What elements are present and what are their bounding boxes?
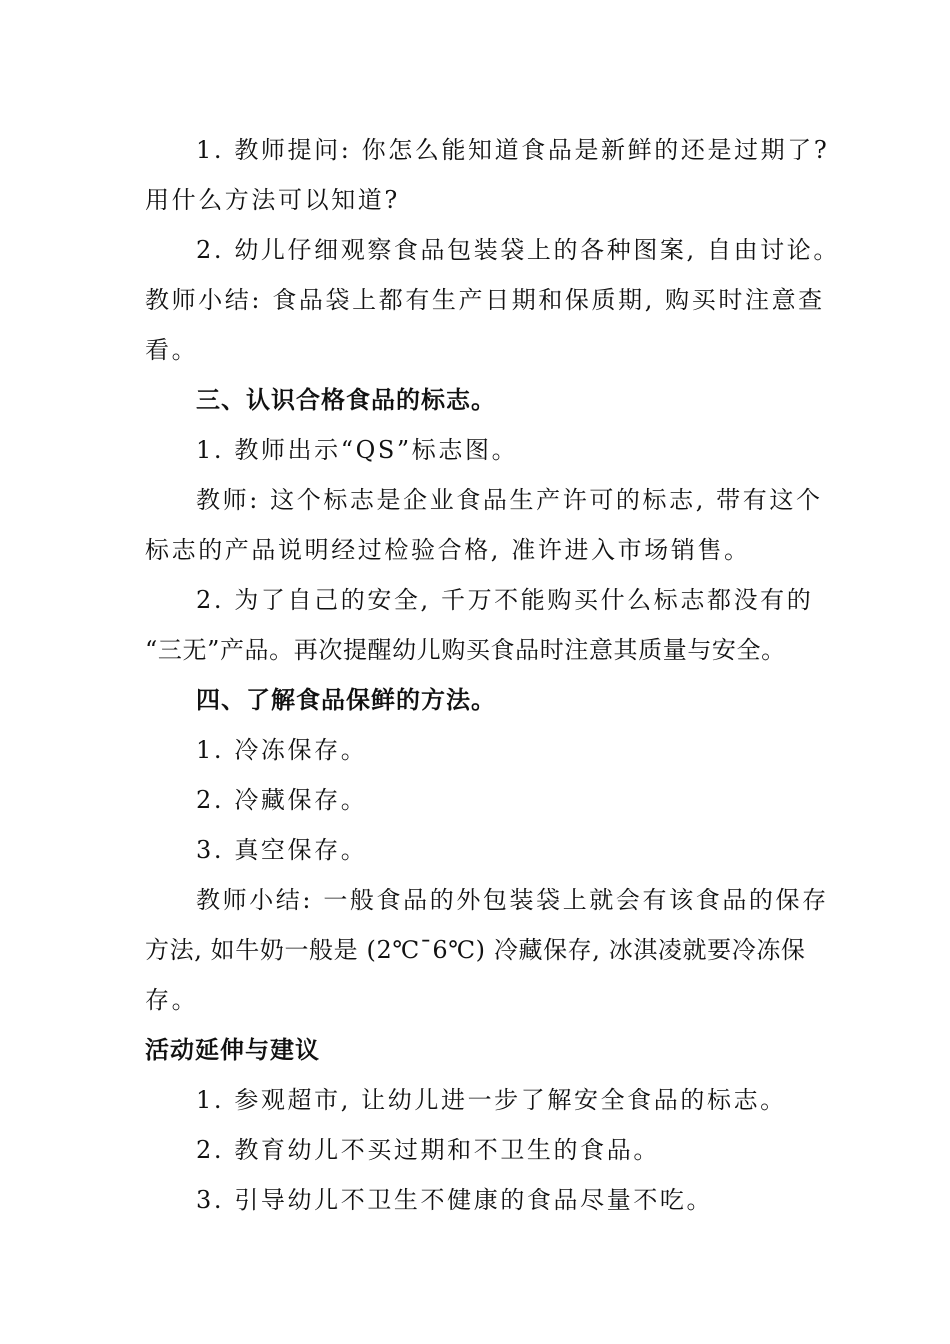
section-heading-3: 三、认识合格食品的标志。 xyxy=(196,386,496,414)
paragraph-line-8: 标志的产品说明经过检验合格, 准许进入市场销售。 xyxy=(145,536,751,564)
paragraph-line-11: 教师小结: 一般食品的外包装袋上就会有该食品的保存 xyxy=(196,886,829,914)
list-item-extension-2: 2. 教育幼儿不买过期和不卫生的食品。 xyxy=(196,1136,660,1164)
paragraph-line-5: 看。 xyxy=(145,336,199,364)
list-item-1: 1. 冷冻保存。 xyxy=(196,736,368,764)
paragraph-line-1: 1. 教师提问: 你怎么能知道食品是新鲜的还是过期了? xyxy=(196,136,830,164)
list-item-2: 2. 冷藏保存。 xyxy=(196,786,368,814)
paragraph-line-13: 存。 xyxy=(145,986,199,1014)
paragraph-line-10: “三无”产品。再次提醒幼儿购买食品时注意其质量与安全。 xyxy=(145,636,786,664)
list-item-extension-3: 3. 引导幼儿不卫生不健康的食品尽量不吃。 xyxy=(196,1186,714,1214)
paragraph-line-4: 教师小结: 食品袋上都有生产日期和保质期, 购买时注意查 xyxy=(145,286,825,314)
list-item-3: 3. 真空保存。 xyxy=(196,836,368,864)
paragraph-line-2: 用什么方法可以知道? xyxy=(145,186,400,214)
paragraph-line-3: 2. 幼儿仔细观察食品包装袋上的各种图案, 自由讨论。 xyxy=(196,236,840,264)
paragraph-line-6: 1. 教师出示“QS”标志图。 xyxy=(196,436,519,464)
section-heading-4: 四、了解食品保鲜的方法。 xyxy=(196,686,496,714)
paragraph-line-7: 教师: 这个标志是企业食品生产许可的标志, 带有这个 xyxy=(196,486,823,514)
list-item-extension-1: 1. 参观超市, 让幼儿进一步了解安全食品的标志。 xyxy=(196,1086,787,1114)
paragraph-line-9: 2. 为了自己的安全, 千万不能购买什么标志都没有的 xyxy=(196,586,814,614)
section-heading-extension: 活动延伸与建议 xyxy=(145,1036,320,1064)
paragraph-line-12: 方法, 如牛奶一般是 (2℃¯6℃) 冷藏保存, 冰淇凌就要冷冻保 xyxy=(145,936,806,964)
